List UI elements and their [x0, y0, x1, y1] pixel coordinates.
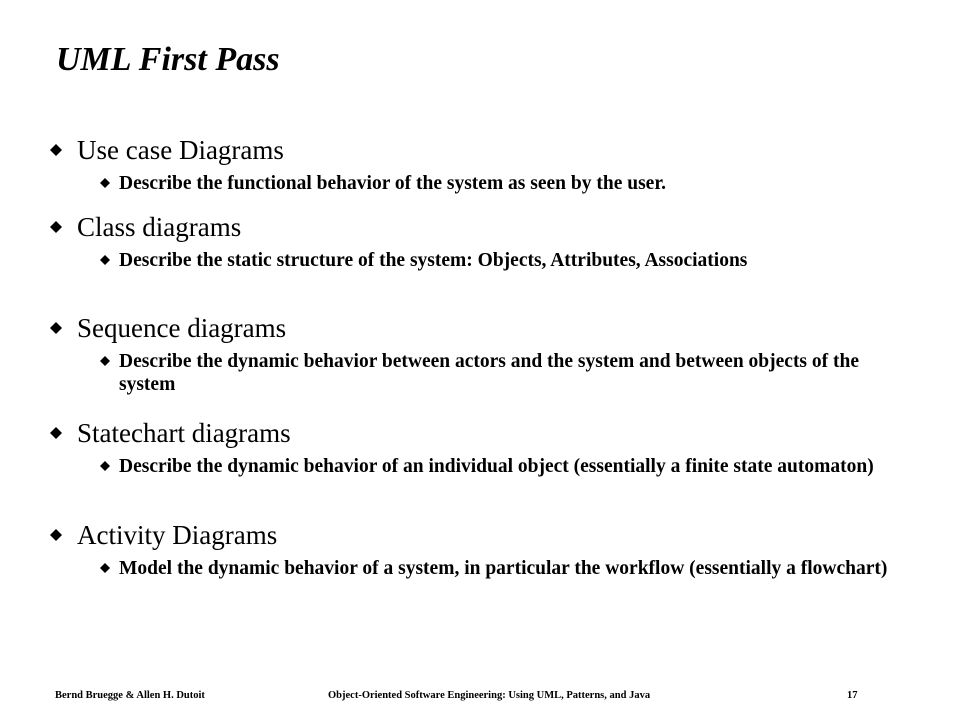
- diamond-icon: [50, 427, 62, 439]
- bullet-item: [50, 312, 930, 396]
- bullet-item: [50, 134, 930, 195]
- bullet-detail: Describe the functional behavior of the system as seen by the user.: [119, 173, 667, 194]
- bullet-detail-row: [100, 350, 909, 396]
- bullet-detail: Describe the dynamic behavior between actors and the system and between objects of the system: [119, 351, 860, 395]
- bullet-detail-row: [100, 172, 909, 195]
- small-diamond-icon: [100, 255, 110, 265]
- slide-title: UML First Pass: [56, 41, 280, 78]
- diamond-icon: [50, 221, 62, 233]
- bullet-item: [50, 417, 930, 478]
- bullet-detail: Describe the static structure of the system: Objects, Attributes, Associations: [119, 250, 748, 271]
- footer-authors: Bernd Bruegge & Allen H. Dutoit: [55, 690, 205, 701]
- bullet-heading: Activity Diagrams: [77, 520, 278, 550]
- bullet-heading-row: [50, 211, 930, 243]
- bullet-heading-row: [50, 417, 930, 449]
- bullet-heading: Statechart diagrams: [77, 418, 291, 448]
- bullet-detail: Model the dynamic behavior of a system, in particular the workflow (essentially a flowchart): [119, 558, 888, 579]
- small-diamond-icon: [100, 461, 110, 471]
- bullet-detail-row: [100, 557, 909, 580]
- diamond-icon: [50, 322, 62, 334]
- bullet-item: [50, 519, 930, 580]
- small-diamond-icon: [100, 563, 110, 573]
- bullet-heading: Class diagrams: [77, 212, 242, 242]
- small-diamond-icon: [100, 178, 110, 188]
- bullet-detail: Describe the dynamic behavior of an individual object (essentially a finite state automaton): [119, 456, 874, 477]
- bullet-detail-row: [100, 249, 909, 272]
- bullet-heading: Use case Diagrams: [77, 135, 284, 165]
- footer-book-title: Object-Oriented Software Engineering: Using UML, Patterns, and Java: [328, 690, 651, 701]
- small-diamond-icon: [100, 356, 110, 366]
- bullet-detail-row: [100, 455, 909, 478]
- bullet-heading: Sequence diagrams: [77, 313, 287, 343]
- bullet-heading-row: [50, 134, 930, 166]
- bullet-heading-row: [50, 312, 930, 344]
- bullet-heading-row: [50, 519, 930, 551]
- diamond-icon: [50, 144, 62, 156]
- page-number: 17: [847, 690, 858, 701]
- diamond-icon: [50, 529, 62, 541]
- bullet-item: [50, 211, 930, 272]
